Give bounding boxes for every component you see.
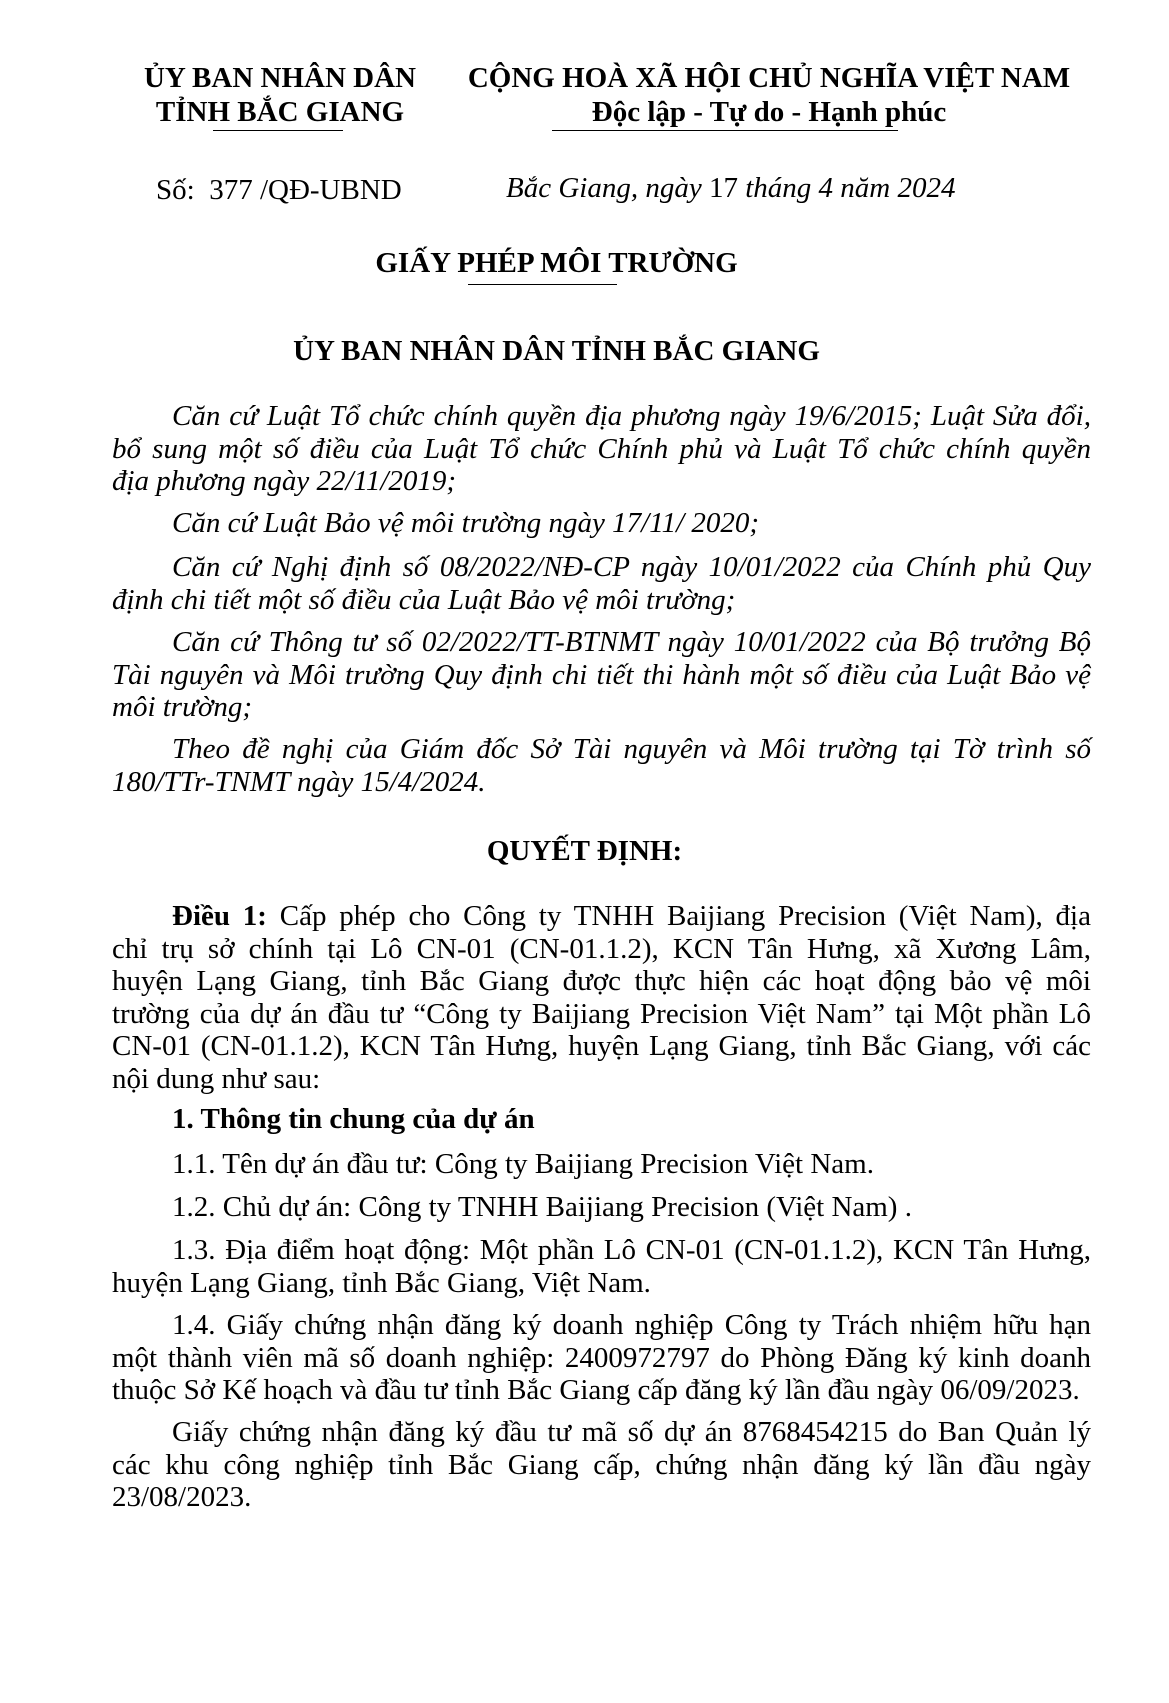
section-item-line: 1.3. Địa điểm hoạt động: Một phần Lô CN-01 (CN-01.1.2), KCN Tân Hưng, [172,1234,1091,1266]
legal-basis-2 [112,507,1091,540]
section-item-1-4 [112,1309,1091,1407]
legal-basis-1 [112,400,1091,498]
date-month-year: tháng 4 năm 2024 [745,172,956,204]
document-number [156,174,402,207]
doc-number-value: 377 [209,174,253,206]
legal-basis-line: địa phương ngày 22/11/2019; [112,465,457,497]
agency-name-line2: TỈNH BẮC GIANG [155,96,405,128]
document-title: GIẤY PHÉP MÔI TRƯỜNG [375,247,738,279]
legal-basis-line: Tài nguyên và Môi trường Quy định chi tiết thi hành một số điều của Luật Bảo vệ [112,658,1091,691]
motto-underline [552,130,898,131]
article-1-label: Điều 1: [172,900,267,932]
agency-underline [213,130,343,131]
legal-basis-line: Căn cứ Thông tư số 02/2022/TT-BTNMT ngày 10/01/2022 của Bộ trưởng Bộ [172,626,1091,658]
legal-basis-line: Theo đề nghị của Giám đốc Sở Tài nguyên và Môi trường tại Tờ trình số [172,733,1091,765]
section-1-heading: 1. Thông tin chung của dự án [172,1103,535,1135]
legal-basis-line: 180/TTr-TNMT ngày 15/4/2024. [112,765,486,798]
section-item-line: 1.1. Tên dự án đầu tư: Công ty Baijiang Precision Việt Nam. [172,1148,874,1180]
legal-basis-line: bổ sung một số điều của Luật Tổ chức Chính phủ và Luật Tổ chức chính quyền [112,432,1091,465]
doc-number-prefix: Số: [156,174,195,206]
legal-basis-line: Căn cứ Luật Bảo vệ môi trường ngày 17/11/ 2020; [172,507,760,539]
section-item-line: các khu công nghiệp tỉnh Bắc Giang cấp, chứng nhận đăng ký lần đầu ngày [112,1448,1091,1481]
article-1 [112,900,1091,1095]
place-date [506,172,955,205]
article-1-line: nội dung như sau: [112,1062,321,1095]
legal-basis-line: Căn cứ Luật Tổ chức chính quyền địa phương ngày 19/6/2015; Luật Sửa đổi, [172,400,1091,432]
legal-basis-5 [112,733,1091,798]
section-item-investment-cert [112,1416,1091,1514]
issuer-heading: ỦY BAN NHÂN DÂN TỈNH BẮC GIANG [293,335,820,367]
article-1-line: CN-01 (CN-01.1.2), KCN Tân Hưng, huyện Lạng Giang, tỉnh Bắc Giang, với các [112,1030,1091,1062]
date-day: 17 [708,172,738,204]
republic-name: CỘNG HOÀ XÃ HỘI CHỦ NGHĨA VIỆT NAM [467,62,1071,94]
article-1-line: huyện Lạng Giang, tỉnh Bắc Giang được thực hiện các hoạt động bảo vệ môi [112,965,1091,997]
section-item-1-2 [112,1191,1091,1224]
legal-basis-line: môi trường; [112,691,253,723]
legal-basis-line: Căn cứ Nghị định số 08/2022/NĐ-CP ngày 10/01/2022 của Chính phủ Quy [172,551,1091,583]
section-item-line: huyện Lạng Giang, tỉnh Bắc Giang, Việt Nam. [112,1266,651,1299]
section-item-line: 23/08/2023. [112,1481,252,1513]
legal-basis-4 [112,626,1091,724]
republic-motto: Độc lập - Tự do - Hạnh phúc [591,96,947,128]
section-item-line: một thành viên mã số doanh nghiệp: 2400972797 do Phòng Đăng ký kinh doanh [112,1341,1091,1374]
doc-number-suffix: /QĐ-UBND [259,174,402,206]
legal-basis-3 [112,551,1091,616]
decision-heading: QUYẾT ĐỊNH: [486,835,683,867]
legal-basis-line: định chi tiết một số điều của Luật Bảo vệ môi trường; [112,583,736,616]
section-item-1-1 [112,1148,1091,1181]
section-item-1-3 [112,1234,1091,1299]
section-item-line: thuộc Sở Kế hoạch và đầu tư tỉnh Bắc Giang cấp đăng ký lần đầu ngày 06/09/2023. [112,1374,1080,1406]
place-date-prefix: Bắc Giang, ngày [506,172,702,204]
title-underline [468,284,617,285]
article-1-line: trường của dự án đầu tư “Công ty Baijiang Precision Việt Nam” tại Một phần Lô [112,997,1091,1030]
section-item-line: 1.2. Chủ dự án: Công ty TNHH Baijiang Precision (Việt Nam) . [172,1191,912,1223]
article-1-line: Điều 1: Cấp phép cho Công ty TNHH Baijiang Precision (Việt Nam), địa [172,900,1091,932]
section-item-line: 1.4. Giấy chứng nhận đăng ký doanh nghiệp Công ty Trách nhiệm hữu hạn [172,1309,1091,1341]
agency-name-line1: ỦY BAN NHÂN DÂN [143,62,416,94]
article-1-line: chỉ trụ sở chính tại Lô CN-01 (CN-01.1.2), KCN Tân Hưng, xã Xương Lâm, [112,932,1091,965]
section-item-line: Giấy chứng nhận đăng ký đầu tư mã số dự án 8768454215 do Ban Quản lý [172,1416,1091,1448]
